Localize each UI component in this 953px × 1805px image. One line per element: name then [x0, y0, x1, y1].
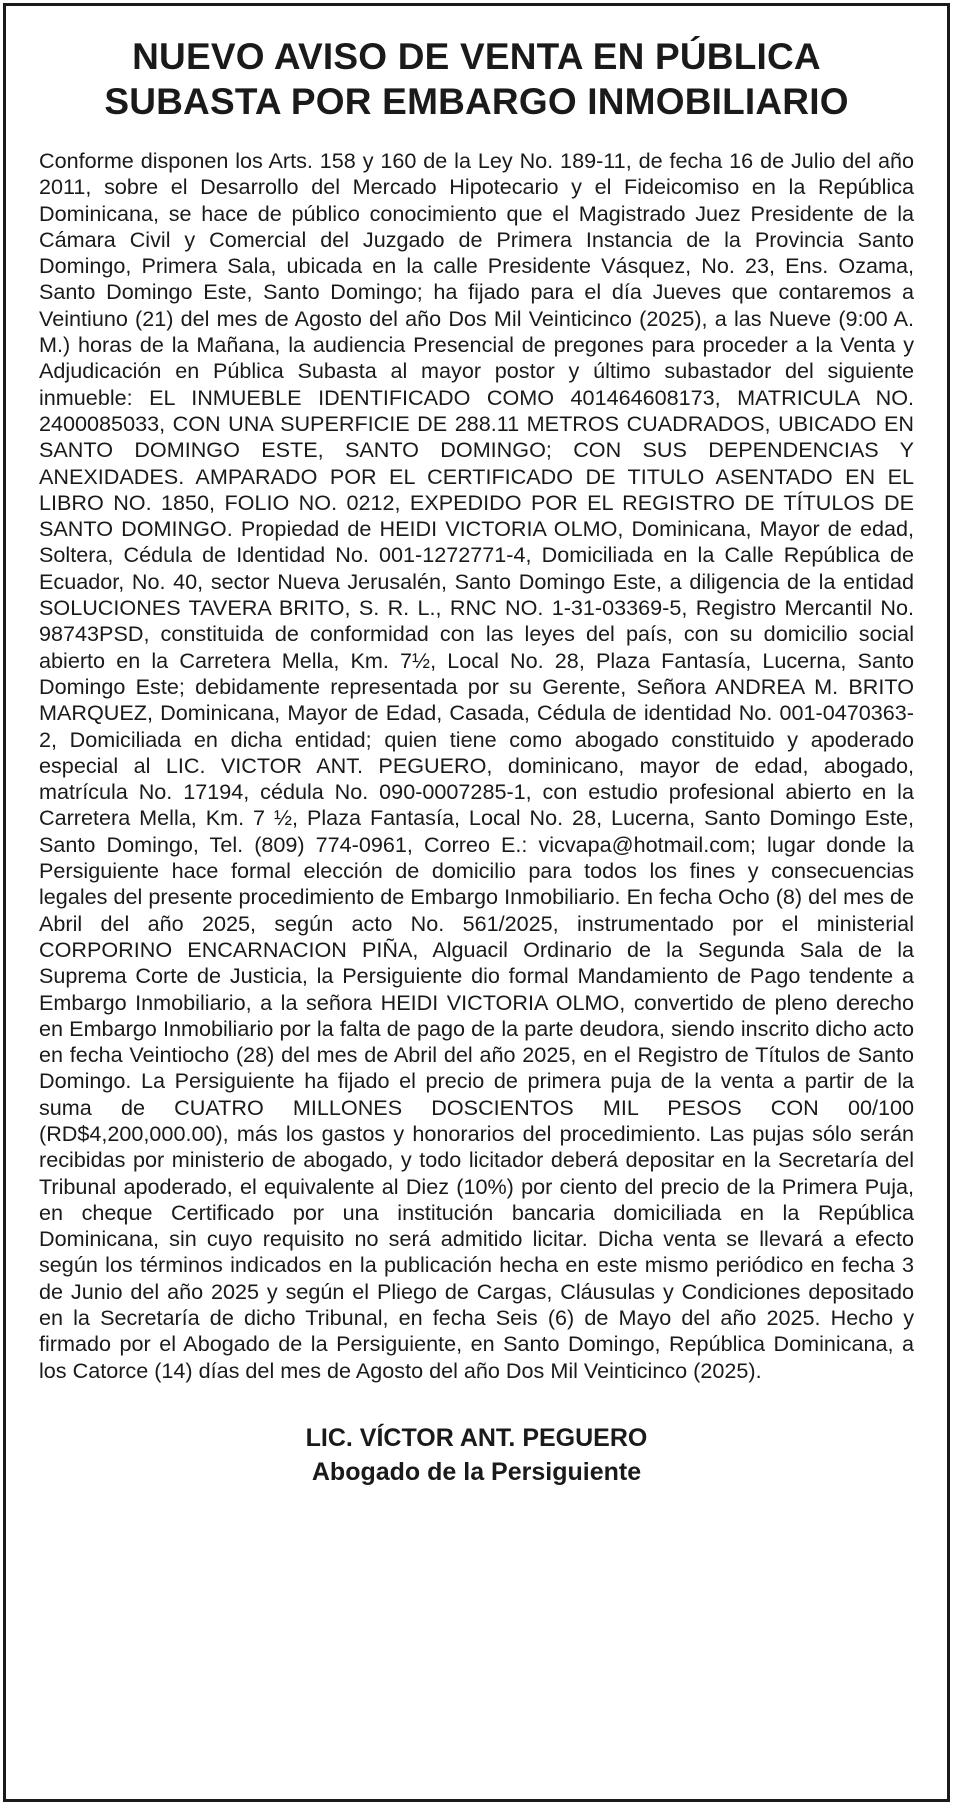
- notice-title-line-1: NUEVO AVISO DE VENTA EN PÚBLICA: [132, 36, 821, 77]
- legal-notice: [3, 3, 950, 1802]
- notice-title-line-2: SUBASTA POR EMBARGO INMOBILIARIO: [104, 81, 849, 122]
- signature-name: LIC. VÍCTOR ANT. PEGUERO: [305, 1423, 648, 1452]
- signature-block: [6, 1421, 947, 1489]
- signature-role: Abogado de la Persiguiente: [311, 1457, 642, 1486]
- notice-body: Conforme disponen los Arts. 158 y 160 de la Ley No. 189-11, de fecha 16 de Julio del año 2011, sobre el Desarrollo del Mercado Hipotecario y el Fideicomiso en la República Dominicana, se hace de público conocimiento que el Magistrado Juez Presidente de la Cámara Civil y Comercial del Juzgado de Primera Instancia de la Provincia Santo Domingo, Primera Sala, ubicada en la calle Presidente Vásquez, No. 23, Ens. Ozama, Santo Domingo Este, Santo Domingo; ha fijado para el día Jueves que contaremos a Veintiuno (21) del mes de Agosto del año Dos Mil Veinticinco (2025), a las Nueve (9:00 A. M.) horas de la Mañana, la audiencia Presencial de pregones para proceder a la Venta y Adjudicación en Pública Subasta al mayor postor y último subastador del siguiente inmueble: EL INMUEBLE IDENTIFICADO COMO 401464608173, MATRICULA NO. 2400085033, CON UNA SUPERFICIE DE 288.11 METROS CUADRADOS, UBICADO EN SANTO DOMINGO ESTE, SANTO DOMINGO; CON SUS DEPENDENCIAS Y ANEXIDADES. AMPARADO POR EL CERTIFICADO DE TITULO ASENTADO EN EL LIBRO NO. 1850, FOLIO NO. 0212, EXPEDIDO POR EL REGISTRO DE TÍTULOS DE SANTO DOMINGO. Propiedad de HEIDI VICTORIA OLMO, Dominicana, Mayor de edad, Soltera, Cédula de Identidad No. 001-1272771-4, Domiciliada en la Calle República de Ecuador, No. 40, sector Nueva Jerusalén, Santo Domingo Este, a diligencia de la entidad SOLUCIONES TAVERA BRITO, S. R. L., RNC NO. 1-31-03369-5, Registro Mercantil No. 98743PSD, constituida de conformidad con las leyes del país, con su domicilio social abierto en la Carretera Mella, Km. 7½, Local No. 28, Plaza Fantasía, Lucerna, Santo Domingo Este; debidamente representada por su Gerente, Señora ANDREA M. BRITO MARQUEZ, Dominicana, Mayor de Edad, Casada, Cédula de identidad No. 001-0470363-2, Domiciliada en dicha entidad; quien tiene como abogado constituido y apoderado especial al LIC. VICTOR ANT. PEGUERO, dominicano, mayor de edad, abogado, matrícula No. 17194, cédula No. 090-0007285-1, con estudio profesional abierto en la Carretera Mella, Km. 7 ½, Plaza Fantasía, Local No. 28, Lucerna, Santo Domingo Este, Santo Domingo, Tel. (809) 774-0961, Correo E.: vicvapa@hotmail.com; lugar donde la Persiguiente hace formal elección de domicilio para todos los fines y consecuencias legales del presente procedimiento de Embargo Inmobiliario. En fecha Ocho (8) del mes de Abril del año 2025, según acto No. 561/2025, instrumentado por el ministerial CORPORINO ENCARNACION PIÑA, Alguacil Ordinario de la Segunda Sala de la Suprema Corte de Justicia, la Persiguiente dio formal Mandamiento de Pago tendente a Embargo Inmobiliario, a la señora HEIDI VICTORIA OLMO, convertido de pleno derecho en Embargo Inmobiliario por la falta de pago de la parte deudora, siendo inscrito dicho acto en fecha Veintiocho (28) del mes de Abril del año 2025, en el Registro de Títulos de Santo Domingo. La Persiguiente ha fijado el precio de primera puja de la venta a partir de la suma de CUATRO MILLONES DOSCIENTOS MIL PESOS CON 00/100 (RD$4,200,000.00), más los gastos y honorarios del procedimiento. Las pujas sólo serán recibidas por ministerio de abogado, y todo licitador deberá depositar en la Secretaría del Tribunal apoderado, el equivalente al Diez (10%) por ciento del precio de la Primera Puja, en cheque Certificado por una institución bancaria domiciliada en la República Dominicana, sin cuyo requisito no será admitido licitar. Dicha venta se llevará a efecto según los términos indicados en la publicación hecha en este mismo periódico en fecha 3 de Junio del año 2025 y según el Pliego de Cargas, Cláusulas y Condiciones depositado en la Secretaría de dicho Tribunal, en fecha Seis (6) de Mayo del año 2025. Hecho y firmado por el Abogado de la Persiguiente, en Santo Domingo, República Dominicana, a los Catorce (14) días del mes de Agosto del año Dos Mil Veinticinco (2025).: [39, 148, 914, 1383]
- notice-title: [26, 34, 927, 124]
